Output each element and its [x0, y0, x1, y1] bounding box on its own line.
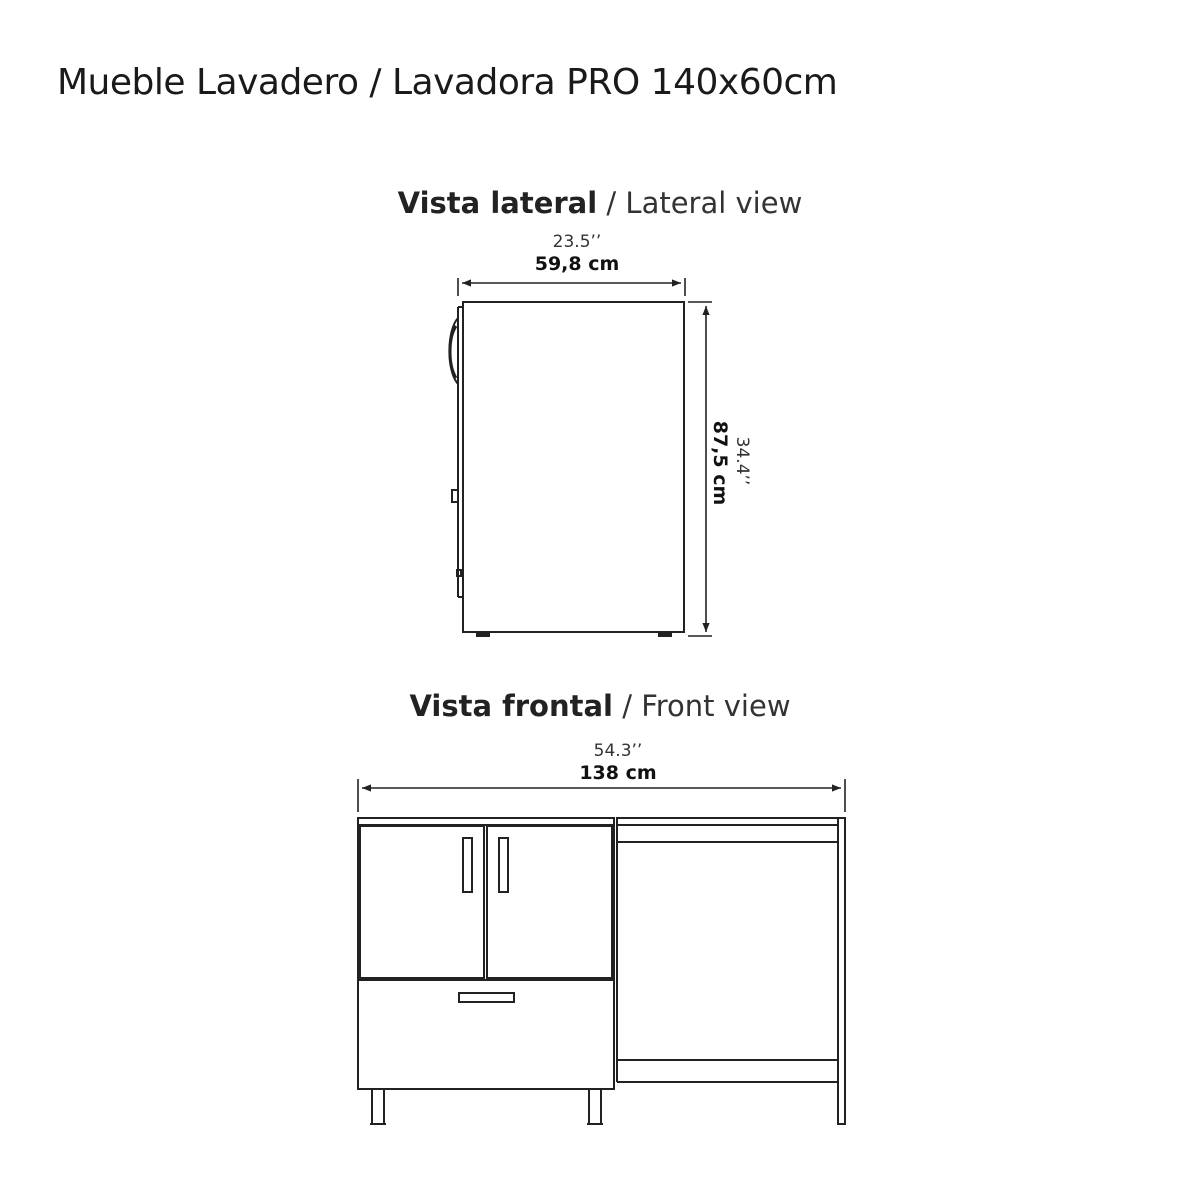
lateral-height-inches: 34.4’’: [732, 436, 752, 486]
front-width-dimension: [358, 779, 845, 812]
front-view-title-en: / Front view: [612, 689, 791, 723]
lateral-view-title-es: Vista lateral: [397, 186, 598, 220]
page-title: Mueble Lavadero / Lavadora PRO 140x60cm: [57, 62, 838, 103]
lateral-width-dimension: [458, 278, 685, 296]
front-sink-cabinet: [358, 818, 614, 1124]
front-washer-frame: [617, 818, 845, 1124]
lateral-width-inches: 23.5’’: [552, 232, 602, 252]
front-width-inches: 54.3’’: [593, 741, 643, 761]
front-width-cm: 138 cm: [579, 762, 657, 784]
lateral-height-cm: 87,5 cm: [709, 420, 731, 506]
lateral-view-title-en: / Lateral view: [597, 186, 803, 220]
lateral-cabinet: [449, 302, 684, 636]
lateral-height-dimension: [688, 302, 712, 636]
lateral-width-cm: 59,8 cm: [534, 253, 620, 275]
front-view-title-es: Vista frontal: [409, 689, 613, 723]
